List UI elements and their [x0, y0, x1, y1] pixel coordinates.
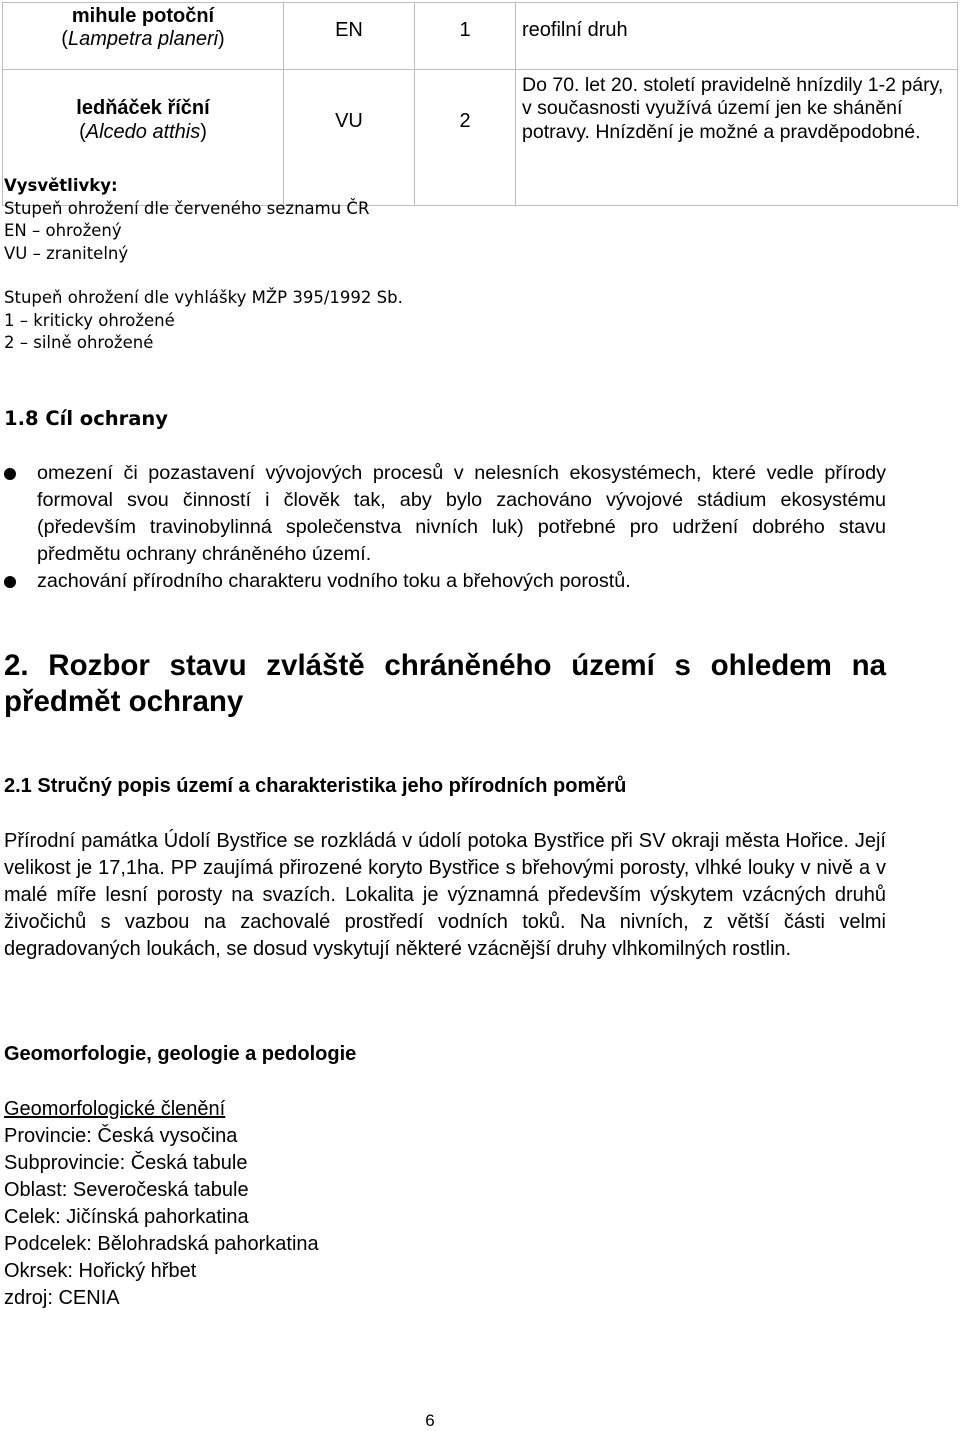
red-list-code: EN [284, 3, 415, 70]
bullet-icon [4, 468, 16, 480]
page-number: 6 [425, 1411, 435, 1430]
list-item [4, 460, 886, 568]
bullet-icon [4, 576, 16, 588]
legend-title: Vysvětlivky: [4, 176, 118, 195]
species-name-cz: ledňáček říční [76, 97, 210, 119]
species-name-lat: (Alcedo atthis) [79, 121, 207, 143]
decree-level: 2 [415, 70, 516, 206]
legend-decree [4, 287, 403, 355]
section-heading-2-1: 2.1 Stručný popis území a charakteristika jeho přírodních poměrů [4, 775, 627, 797]
list-item: Okrsek: Hořický hřbet [4, 1260, 197, 1282]
legend-decree-item: 2 – silně ohrožené [4, 333, 154, 352]
table-row [3, 3, 958, 70]
geo-list [4, 1096, 319, 1312]
geo-subheading: Geomorfologické členění [4, 1098, 226, 1120]
list-item: Subprovincie: Česká tabule [4, 1152, 248, 1174]
list-item [4, 568, 886, 595]
species-name-cell [3, 3, 284, 70]
list-item: Provincie: Česká vysočina [4, 1125, 238, 1147]
list-item-text: omezení či pozastavení vývojových procesů v nelesních ekosystémech, které vedle přírody formoval svou činností i člověk tak, aby bylo zachováno vývojové stádium ekosystému (především travinobylinná společenstva nivních luk) potřebné pro udržení dobrého stavu předmětu ochrany chráněného území. [37, 462, 886, 565]
legend-red-list-title: Stupeň ohrožení dle červeného seznamu ČR [4, 198, 370, 218]
species-name-cz: mihule potoční [71, 5, 215, 27]
section-heading-2: 2. Rozbor stavu zvláště chráněného území s ohledem na předmět ochrany [4, 649, 886, 718]
red-list-code: VU [284, 70, 415, 206]
species-name-lat: (Lampetra planeri) [61, 28, 225, 50]
list-item: Celek: Jičínská pahorkatina [4, 1206, 249, 1228]
legend-decree-item: 1 – kriticky ohrožené [4, 310, 175, 330]
geo-heading: Geomorfologie, geologie a pedologie [4, 1043, 357, 1065]
species-note: reofilní druh [516, 3, 958, 70]
list-item: zdroj: CENIA [4, 1287, 120, 1309]
legend [4, 175, 369, 265]
decree-level: 1 [415, 3, 516, 70]
section-heading-1-8: 1.8 Cíl ochrany [4, 407, 169, 430]
legend-decree-title: Stupeň ohrožení dle vyhlášky MŽP 395/1992 Sb. [4, 288, 403, 307]
list-item: Oblast: Severočeská tabule [4, 1179, 249, 1201]
goal-list [4, 460, 886, 595]
list-item: Podcelek: Bělohradská pahorkatina [4, 1233, 319, 1255]
description-paragraph: Přírodní památka Údolí Bystřice se rozkládá v údolí potoka Bystřice při SV okraji města Hořice. Její velikost je 17,1ha. PP zaujímá přirozené koryto Bystřice s břehovými porosty, vlhké louky v nivě a v malé míře lesní porosty na svazích. Lokalita je významná především výskytem vzácných druhů živočichů s vazbou na zachovalé prostředí vodních toků. Na nivních, z větší části velmi degradovaných loukách, se dosud vyskytují některé vzácnější druhy vlhkomilných rostlin. [4, 830, 886, 960]
legend-red-list-item: EN – ohrožený [4, 221, 122, 240]
list-item-text: zachování přírodního charakteru vodního toku a břehových porostů. [37, 570, 631, 592]
legend-red-list-item: VU – zranitelný [4, 243, 129, 263]
species-note: Do 70. let 20. století pravidelně hnízdily 1-2 páry, v současnosti využívá území jen ke shánění potravy. Hnízdění je možné a pravděpodobné. [516, 70, 958, 206]
